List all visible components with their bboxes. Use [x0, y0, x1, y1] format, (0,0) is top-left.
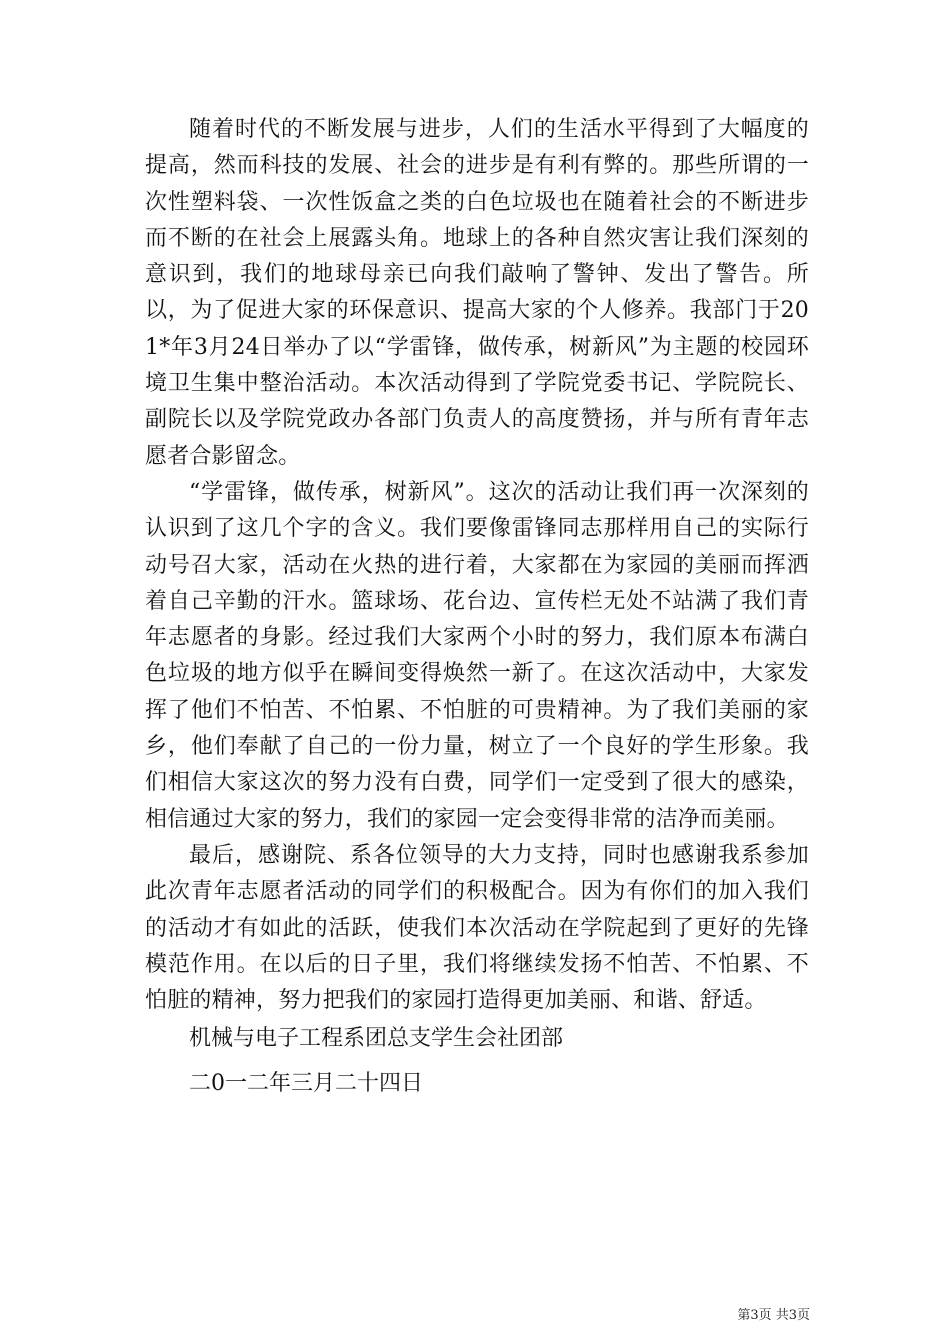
document-body — [145, 112, 809, 1102]
date-line: 二0一二年三月二十四日 — [189, 1070, 423, 1096]
signature-line: 机械与电子工程系团总支学生会社团部 — [189, 1026, 564, 1052]
paragraph-activity: “学雷锋，做传承，树新风”。这次的活动让我们再一次深刻的认识到了这几个字的含义。我们要像雷锋同志那样用自己的实际行动号召大家，活动在火热的进行着，大家都在为家园的美丽而挥洒着自己辛勤的汗水。篮球场、花台边、宣传栏无处不站满了我们青年志愿者的身影。经过我们大家两个小时的努力，我们原本布满白色垃圾的地方似乎在瞬间变得焕然一新了。在这次活动中，大家发挥了他们不怕苦、不怕累、不怕脏的可贵精神。为了我们美丽的家乡，他们奉献了自己的一份力量，树立了一个良好的学生形象。我们相信大家这次的努力没有白费，同学们一定受到了很大的感染，相信通过大家的努力，我们的家园一定会变得非常的洁净而美丽。 — [145, 479, 809, 832]
paragraph-intro: 随着时代的不断发展与进步，人们的生活水平得到了大幅度的提高，然而科技的发展、社会的进步是有利有弊的。那些所谓的一次性塑料袋、一次性饭盒之类的白色垃圾也在随着社会的不断进步而不断的在社会上展露头角。地球上的各种自然灾害让我们深刻的意识到，我们的地球母亲已向我们敲响了警钟、发出了警告。所以，为了促进大家的环保意识、提高大家的个人修养。我部门于201*年3月24日举办了以“学雷锋，做传承，树新风”为主题的校园环境卫生集中整治活动。本次活动得到了学院党委书记、学院院长、副院长以及学院党政办各部门负责人的高度赞扬，并与所有青年志愿者合影留念。 — [145, 117, 809, 469]
page-number-footer: 第3页 共3页 — [737, 1308, 810, 1323]
paragraph-thanks: 最后，感谢院、系各位领导的大力支持，同时也感谢我系参加此次青年志愿者活动的同学们的积极配合。因为有你们的加入我们的活动才有如此的活跃，使我们本次活动在学院起到了更好的先锋模范作用。在以后的日子里，我们将继续发扬不怕苦、不怕累、不怕脏的精神，努力把我们的家园打造得更加美丽、和谐、舒适。 — [145, 842, 809, 1014]
